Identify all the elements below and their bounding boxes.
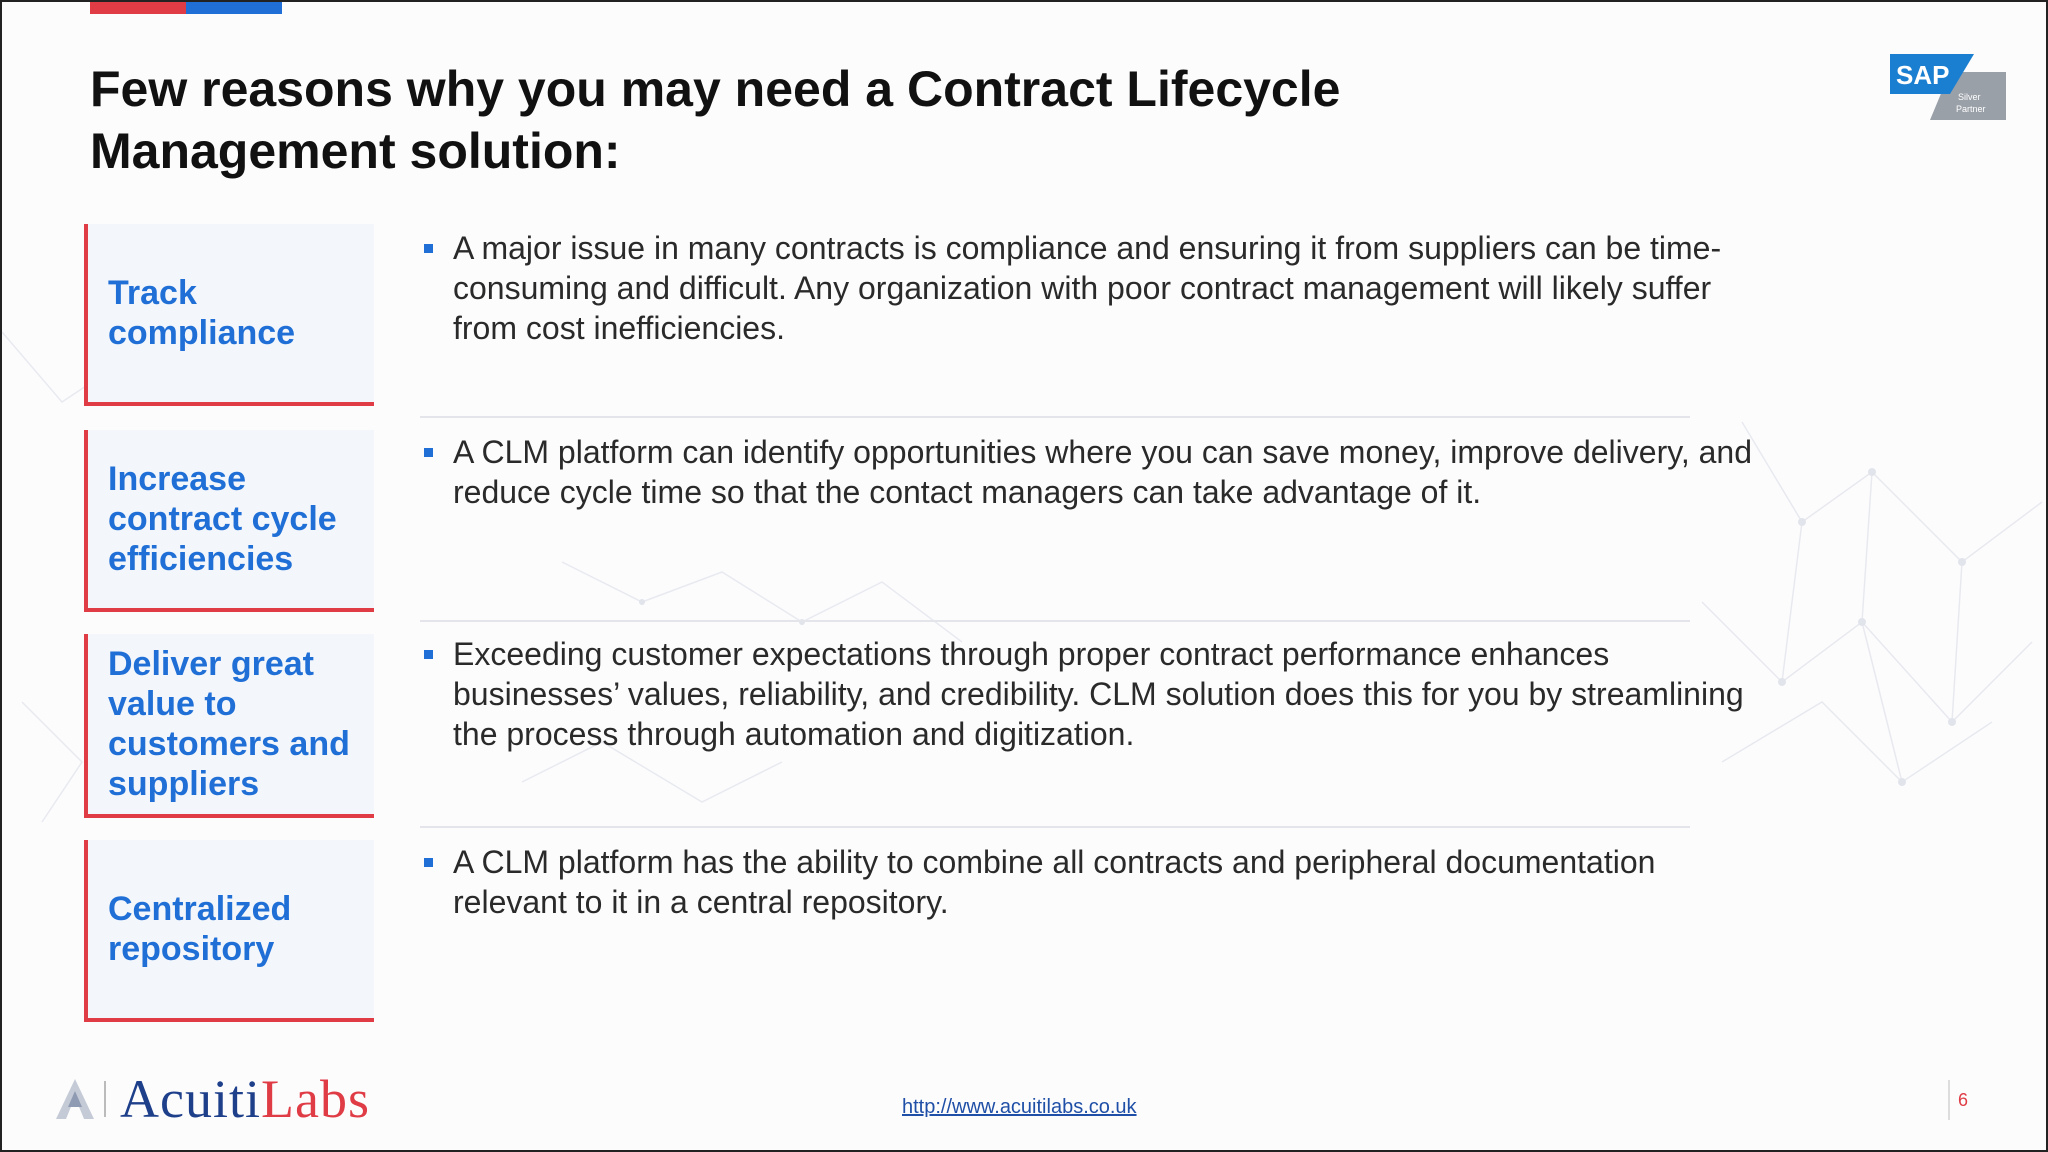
website-link[interactable]: http://www.acuitilabs.co.uk	[902, 1096, 1137, 1118]
acuitilabs-logo	[54, 1068, 370, 1130]
bullet-square-icon	[424, 448, 433, 457]
reason-label: Deliver great value to customers and suppliers	[108, 645, 350, 803]
reason-text: Exceeding customer expectations through proper contract performance enhances businesses’ values, reliability, and credibility. CLM solution does this for you by streamlining the process through automation and digitization.	[453, 636, 1744, 752]
reason-bullet	[424, 842, 1764, 922]
reason-card	[84, 430, 374, 612]
reason-bullet	[424, 228, 1764, 348]
svg-text:Partner: Partner	[1956, 104, 1986, 114]
reason-card	[84, 224, 374, 406]
top-accent-bar	[90, 2, 282, 14]
reason-card	[84, 634, 374, 818]
bullet-square-icon	[424, 650, 433, 659]
accent-blue	[186, 2, 282, 14]
logo-separator	[104, 1081, 106, 1117]
reason-label: Centralized repository	[108, 890, 292, 968]
accent-red	[90, 2, 186, 14]
brand-accent: Labs	[260, 1069, 370, 1129]
reason-label: Track compliance	[108, 274, 296, 352]
slide-title: Few reasons why you may need a Contract Lifecycle Management solution:	[90, 61, 1341, 179]
page-number: 6	[1958, 1090, 1969, 1110]
row-divider	[420, 416, 1690, 418]
brand-name	[120, 1068, 370, 1130]
bullet-square-icon	[424, 244, 433, 253]
reason-text: A CLM platform has the ability to combine all contracts and peripheral documentation relevant to it in a central repository.	[453, 844, 1656, 920]
brand-main: Acuiti	[120, 1069, 261, 1129]
reason-text: A CLM platform can identify opportunities where you can save money, improve delivery, and reduce cycle time so that the contact managers can take advantage of it.	[453, 434, 1753, 510]
sap-partner-logo	[1890, 54, 2006, 120]
reason-text: A major issue in many contracts is compliance and ensuring it from suppliers can be time-consuming and difficult. Any organization with poor contract management will likely suffer from cost inefficiencies.	[453, 230, 1722, 346]
reason-card	[84, 840, 374, 1022]
svg-text:SAP: SAP	[1896, 60, 1950, 90]
reason-label: Increase contract cycle efficiencies	[108, 460, 337, 578]
bullet-square-icon	[424, 858, 433, 867]
reason-bullet	[424, 634, 1764, 754]
acuitilabs-mark-icon	[54, 1077, 96, 1121]
reason-bullet	[424, 432, 1764, 512]
svg-text:Silver: Silver	[1958, 92, 1981, 102]
row-divider	[420, 826, 1690, 828]
page-number-separator	[1948, 1080, 1950, 1120]
row-divider	[420, 620, 1690, 622]
